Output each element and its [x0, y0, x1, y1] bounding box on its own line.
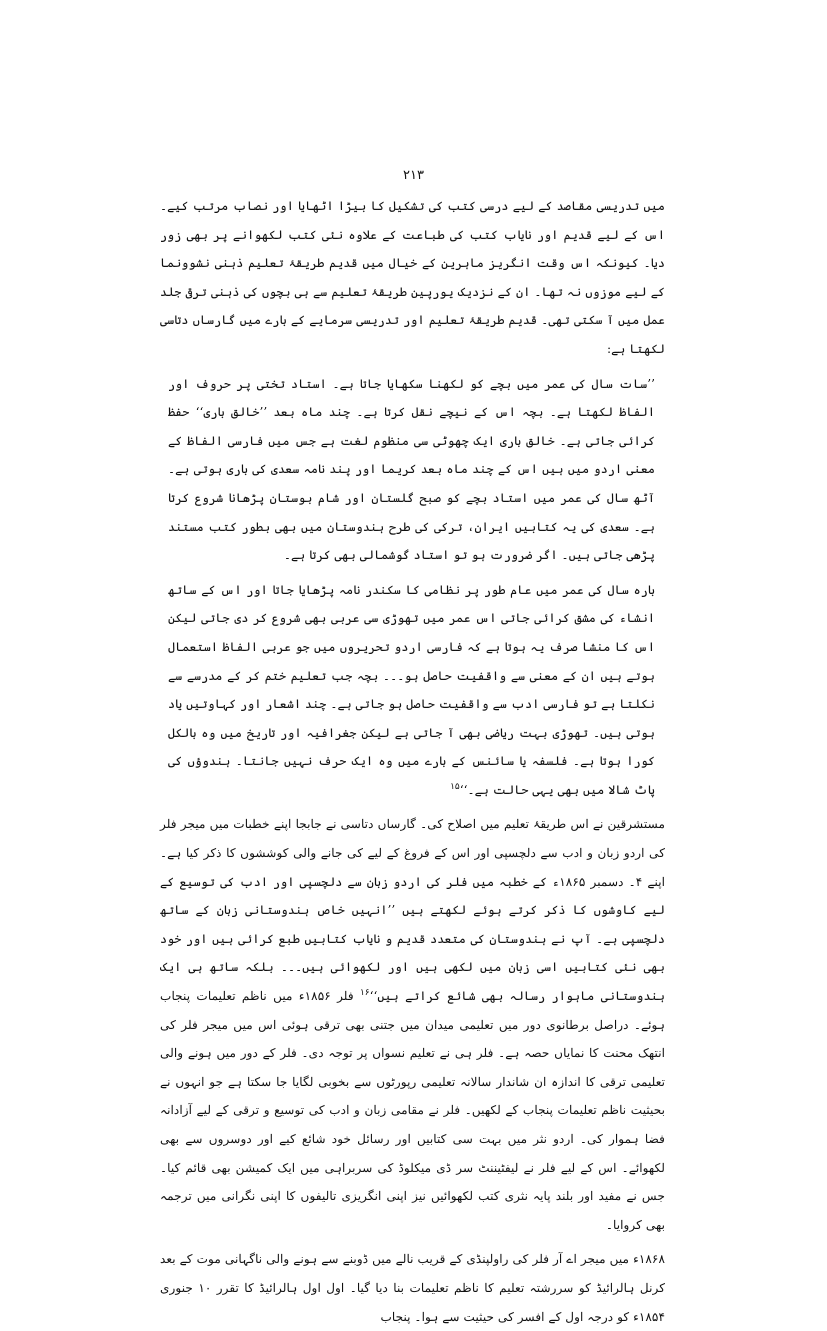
quote-text: بارہ سال کی عمر میں عام طور پر نظامی کا سکندر نامہ پڑھایا جاتا اور اس کے ساتھ انشاء کی مشق کرائی جاتی اس عمر میں تھوڑی سی عربی بھی شروع کر دی جاتی لیکن اس کا منشا صرف یہ ہوتا ہے کہ فارسی اردو تحریروں میں جو عربی الفاظ استعمال ہوتے ہیں ان کے معنی سے واقفیت حاصل ہو۔۔۔ بچہ جب تعلیم ختم کر کے مدرسے سے نکلتا ہے تو فارسی ادب سے واقفیت حاصل ہو جاتی ہے۔ چند اشعار اور کہاوتیں یاد ہوتی ہیں۔ تھوڑی بہت ریاضی بھی آ جاتی ہے لیکن جغرافیہ اور تاریخ میں وہ بالکل کورا ہوتا ہے۔ فلسفہ یا سائنس کے بارے میں وہ ایک حرف نہیں جانتا۔ ہندوؤں کی پاٹ شالا میں بھی یہی حالت ہے۔‘‘ [168, 582, 655, 797]
paragraph-text: مستشرقین نے اس طریقۂ تعلیم میں اصلاح کی۔ گارساں دتاسی نے جابجا اپنے خطبات میں میجر فلر کی اردو زبان و ادب سے دلچسپی اور اس کے فروغ کے لیے کی جانے والی کوششوں کا ذکر کیا ہے۔ اپنے ۴۔ دسمبر ۱۸۶۵ء کے خطبہ میں فلر کی اردو زبان سے دلچسپی اور ادب کی توسیع کے لیے کاوشوں کا ذکر کرتے ہوئے لکھتے ہیں ’’انہیں خاص ہندوستانی زبان کے ساتھ دلچسپی ہے۔ آپ نے ہندوستان کی متعدد قدیم و نایاب کتابیں طبع کرائی ہیں اور خود بھی نئی کتابیں اسی زبان میں لکھی ہیں اور لکھوائی ہیں۔۔۔ بلکہ ساتھ ہی ایک ہندوستانی ماہوار رسالہ بھی شائع کراتے ہیں‘‘ [160, 817, 666, 1004]
page-number: ۲۱۳ [403, 168, 424, 183]
page-body [160, 192, 665, 1331]
paragraph [160, 810, 665, 1239]
block-quote: ’’سات سال کی عمر میں بچے کو لکھنا سکھایا جاتا ہے۔ استاد تختی پر حروف اور الفاظ لکھتا ہے۔ بچہ اس کے نیچے نقل کرتا ہے۔ چند ماہ بعد ’’خالق باری‘‘ حفظ کرائی جاتی ہے۔ خالق باری ایک چھوٹی سی منظوم لغت ہے جس میں فارسی الفاظ کے معنی اردو میں ہیں اس کے چند ماہ بعد کریما اور پند نامہ سعدی کی باری ہوتی ہے۔ آٹھ سال کی عمر میں استاد بچے کو صبح گلستان اور شام بوستان پڑھانا شروع کرتا ہے۔ سعدی کی یہ کتابیں ایران، ترکی کی طرح ہندوستان میں بھی بطور کتب مستند پڑھی جاتی ہیں۔ اگر ضرورت ہو تو استاد گوشمالی بھی کرتا ہے۔ [168, 376, 655, 563]
paragraph: ۱۸۶۸ء میں میجر اے آر فلر کی راولپنڈی کے قریب نالے میں ڈوبنے سے ہونے والی ناگہانی موت کے بعد کرنل ہالرائیڈ کو سررشتہ تعلیم کا ناظم تعلیمات بنا دیا گیا۔ اول اول ہالرائیڈ کا تقرر ۱۰ جنوری ۱۸۵۴ء کو درجہ اول کے افسر کی حیثیت سے ہوا۔ پنجاب [160, 1252, 665, 1324]
footnote-marker: ۱۶ [359, 987, 370, 998]
block-quote-continued [160, 576, 665, 805]
paragraph-text: فلر ۱۸۵۶ء میں ناظم تعلیمات پنجاب ہوئے۔ دراصل برطانوی دور میں تعلیمی میدان میں جتنی بھی ترقی ہوئی اس میں میجر فلر کی انتھک محنت کا نمایاں حصہ ہے۔ فلر ہی نے تعلیم نسواں پر توجہ دی۔ فلر کے دور میں ہونے والی تعلیمی ترقی کا اندازہ ان شاندار سالانہ تعلیمی رپورٹوں سے بخوبی لگایا جا سکتا ہے جو انہوں نے بحیثیت ناظم تعلیمات پنجاب کے لکھیں۔ فلر نے مقامی زبان و ادب کی توسیع و ترقی کے لیے آزادانہ فضا ہموار کی۔ اردو نثر میں بہت سی کتابیں اور رسائل خود شائع کیے اور دوسروں سے بھی لکھوائے۔ اس کے لیے فلر نے لیفٹیننٹ سر ڈی میکلوڈ کی سربراہی میں ایک کمیشن بھی قائم کیا۔ جس نے مفید اور بلند پایہ نثری کتب لکھوائیں نیز اپنی انگریزی تالیفوں کا اپنی نگرانی میں ترجمہ بھی کروایا۔ [160, 989, 665, 1232]
footnote-marker: ۱۵ [450, 781, 460, 792]
paragraph: میں تدریسی مقاصد کے لیے درسی کتب کی تشکیل کا بیڑا اٹھایا اور نصاب مرتب کیے۔ اس کے لیے قدیم اور نایاب کتب کی طباعت کے علاوہ نئی کتب لکھوانے پر بھی زور دیا۔ کیونکہ اس وقت انگریز ماہرین کے خیال میں قدیم طریقۂ تعلیم ذہنی نشوونما کے لیے موزوں نہ تھا۔ ان کے نزدیک یورپین طریقۂ تعلیم سے ہی بچوں کی ذہنی ترقی جلد عمل میں آ سکتی تھی۔ قدیم طریقۂ تعلیم اور تدریسی سرمایے کے بارے میں گارساں دتاسی لکھتا ہے: [160, 199, 665, 356]
